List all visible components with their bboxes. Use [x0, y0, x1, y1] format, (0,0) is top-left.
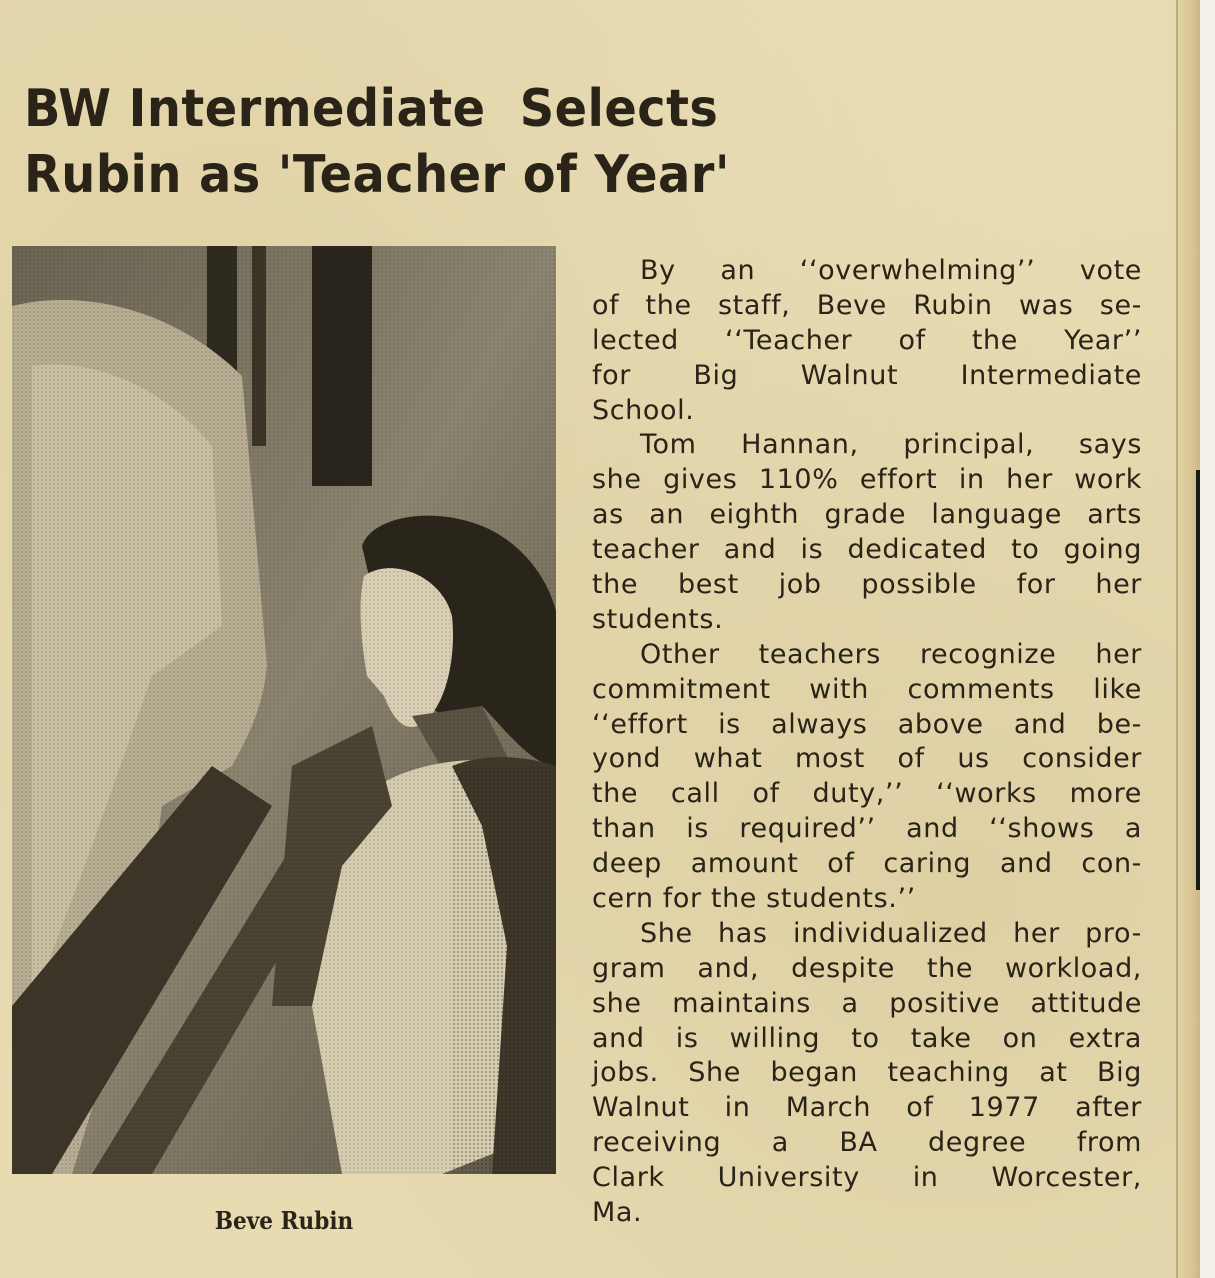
- article-line: students.: [592, 603, 724, 635]
- article-line: gram and, despite the workload,: [592, 952, 1142, 984]
- halftone-photo-image: [12, 246, 556, 1174]
- article-line: yond what most of us consider: [592, 743, 1142, 775]
- article-body: [592, 254, 1142, 1231]
- article-line: lected ‘‘Teacher of the Year’’: [592, 324, 1142, 356]
- photo-caption: Beve Rubin: [214, 1206, 354, 1235]
- article-line: ‘‘effort is always above and be-: [592, 708, 1142, 740]
- teacher-photo: [12, 246, 556, 1174]
- article-line: commitment with comments like: [592, 673, 1142, 705]
- article-line: cern for the students.’’: [592, 883, 916, 915]
- article-line: jobs. She began teaching at Big: [592, 1057, 1142, 1089]
- article-line: than is required’’ and ‘‘shows a: [592, 813, 1142, 845]
- article-line: of the staff, Beve Rubin was se-: [592, 289, 1142, 321]
- headline-line-2: Rubin as 'Teacher of Year': [24, 145, 730, 205]
- article-line: Ma.: [592, 1197, 643, 1229]
- headline: [24, 76, 1073, 208]
- article-line: the best job possible for her: [592, 569, 1142, 601]
- article-line: for Big Walnut Intermediate: [592, 359, 1142, 391]
- article-line: Tom Hannan, principal, says: [640, 429, 1142, 461]
- article-line: She has individualized her pro-: [640, 917, 1142, 949]
- article-line: Other teachers recognize her: [640, 638, 1142, 670]
- article-line: as an eighth grade language arts: [592, 499, 1142, 531]
- article-line: deep amount of caring and con-: [592, 848, 1142, 880]
- article-line: School.: [592, 394, 695, 426]
- clipping-shadow-edge: [1196, 470, 1200, 890]
- clipping-fold-line: [1176, 0, 1178, 1278]
- article-line: and is willing to take on extra: [592, 1022, 1142, 1054]
- headline-line-1: BW Intermediate Selects: [24, 79, 719, 139]
- article-line: she maintains a positive attitude: [592, 987, 1142, 1019]
- article-line: Clark University in Worcester,: [592, 1162, 1142, 1194]
- article-line: she gives 110% effort in her work: [592, 464, 1142, 496]
- article-line: Walnut in March of 1977 after: [592, 1092, 1142, 1124]
- article-line: teacher and is dedicated to going: [592, 534, 1142, 566]
- article-line: the call of duty,’’ ‘‘works more: [592, 778, 1142, 810]
- article-line: By an ‘‘overwhelming’’ vote: [640, 255, 1142, 286]
- article-line: receiving a BA degree from: [592, 1127, 1142, 1159]
